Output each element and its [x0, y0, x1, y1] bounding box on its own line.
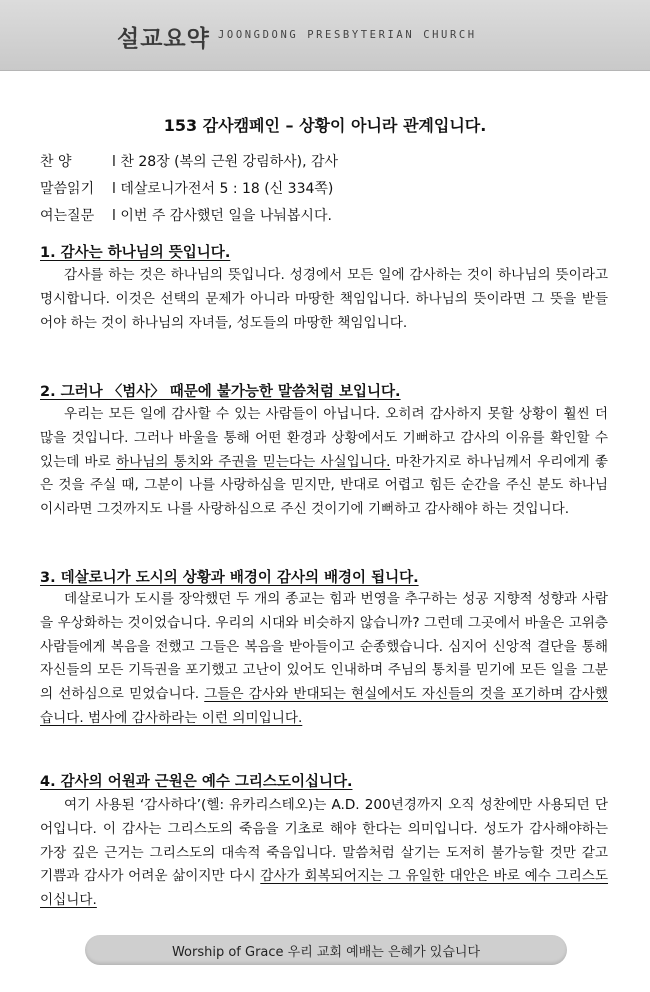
hymn-label: 찬 양	[40, 154, 72, 170]
hymn-value: l 찬 28장 (복의 근원 강림하사), 감사	[112, 154, 339, 170]
footer-slogan: Worship of Grace 우리 교회 예배는 은혜가 있습니다	[171, 945, 481, 960]
question-row	[40, 205, 332, 225]
scripture-row	[40, 178, 333, 198]
section-2-heading: 2. 그러나 〈범사〉 때문에 불가능한 말씀처럼 보입니다.	[40, 384, 401, 400]
hymn-row	[40, 151, 338, 171]
scripture-value: l 데살로니가전서 5 : 18 (신 334쪽)	[112, 181, 334, 197]
footer-band	[85, 935, 567, 965]
section-3-underlined: 그들은 감사와 반대되는 현실에서도 자신들의 것을 포기하며 감사했습니다. 범사에 감사하라는 이런 의미입니다.	[40, 686, 608, 726]
church-name: JOONGDONG PRESBYTERIAN CHURCH	[218, 29, 477, 41]
section-3-heading: 3. 데살로니가 도시의 상황과 배경이 감사의 배경이 됩니다.	[40, 570, 419, 586]
section-4-text: 여기 사용된 ‘감사하다’(헬: 유카리스테오)는 A.D. 200년경까지 오직 성찬에만 사용되던 단어입니다. 이 감사는 그리스도의 죽음을 기초로 해야 한다는 의미입니다. 성도가 감사해야하는 가장 깊은 근거는 그리스도의 대속적 죽음입니다. 말씀처럼 살기는 도저히 불가능할 것만 같고 기쁨과 감사가 어려운 삶이지만 다시	[40, 797, 608, 885]
section-4-heading: 4. 감사의 어원과 근원은 예수 그리스도이십니다.	[40, 774, 353, 790]
question-value: l 이번 주 감사했던 일을 나눠봅시다.	[112, 208, 332, 224]
section-1-body	[40, 264, 608, 335]
section-1-text: 감사를 하는 것은 하나님의 뜻입니다. 성경에서 모든 일에 감사하는 것이 하나님의 뜻이라고 명시합니다. 이것은 선택의 문제가 아니라 마땅한 책임입니다. 하나님의 뜻이라면 그 뜻을 받들어야 하는 것이 하나님의 자녀들, 성도들의 마땅한 책임입니다.	[40, 267, 608, 331]
section-4-underlined: 감사가 회복되어지는 그 유일한 대안은 바로 예수 그리스도이십니다.	[40, 868, 609, 909]
section-2-body	[40, 403, 608, 522]
sermon-title: 153 감사캠페인 – 상황이 아니라 관계입니다.	[163, 116, 487, 135]
section-2-text-b: 마찬가지로 하나님께서 우리에게 좋은 것을 주실 때, 그분이 나를 사랑하심을 믿지만, 반대로 어렵고 힘든 순간을 주신 분도 하나님이시라면 그것까지도 나를 사랑하심으로 주신 것이기에 기뻐하고 감사해야 하는 것입니다.	[40, 453, 608, 518]
header-band	[0, 0, 650, 71]
section-2-underlined: 하나님의 통치와 주권을 믿는다는 사실입니다.	[115, 453, 391, 470]
scripture-label: 말씀읽기	[40, 181, 95, 197]
section-4-body	[40, 794, 608, 913]
section-2-text-a: 우리는 모든 일에 감사할 수 있는 사람들이 아닙니다. 오히려 감사하지 못할 상황이 훨씬 더 많을 것입니다. 그러나 바울을 통해 어떤 환경과 상황에서도 기뻐하고 감사의 이유를 확인할 수 있는데 바로	[40, 406, 608, 470]
section-1-heading: 1. 감사는 하나님의 뜻입니다.	[40, 245, 231, 261]
header-title: 설교요약	[117, 26, 210, 52]
section-3-body	[40, 588, 608, 731]
question-label: 여는질문	[40, 208, 95, 224]
section-3-text: 데살로니가 도시를 장악했던 두 개의 종교는 힘과 번영을 추구하는 성공 지향적 성향과 사람을 우상화하는 것이었습니다. 우리의 시대와 비슷하지 않습니까? 그런데 그곳에서 바울은 고위층 사람들에게 복음을 전했고 그들은 복음을 받아들이고 순종했습니다. 심지어 신앙적 결단을 통해 자신들의 모든 기득권을 포기했고 고난이 있어도 인내하며 주님의 통치를 믿기에 모든 일을 그분의 선하심으로 믿었습니다.	[40, 591, 608, 703]
